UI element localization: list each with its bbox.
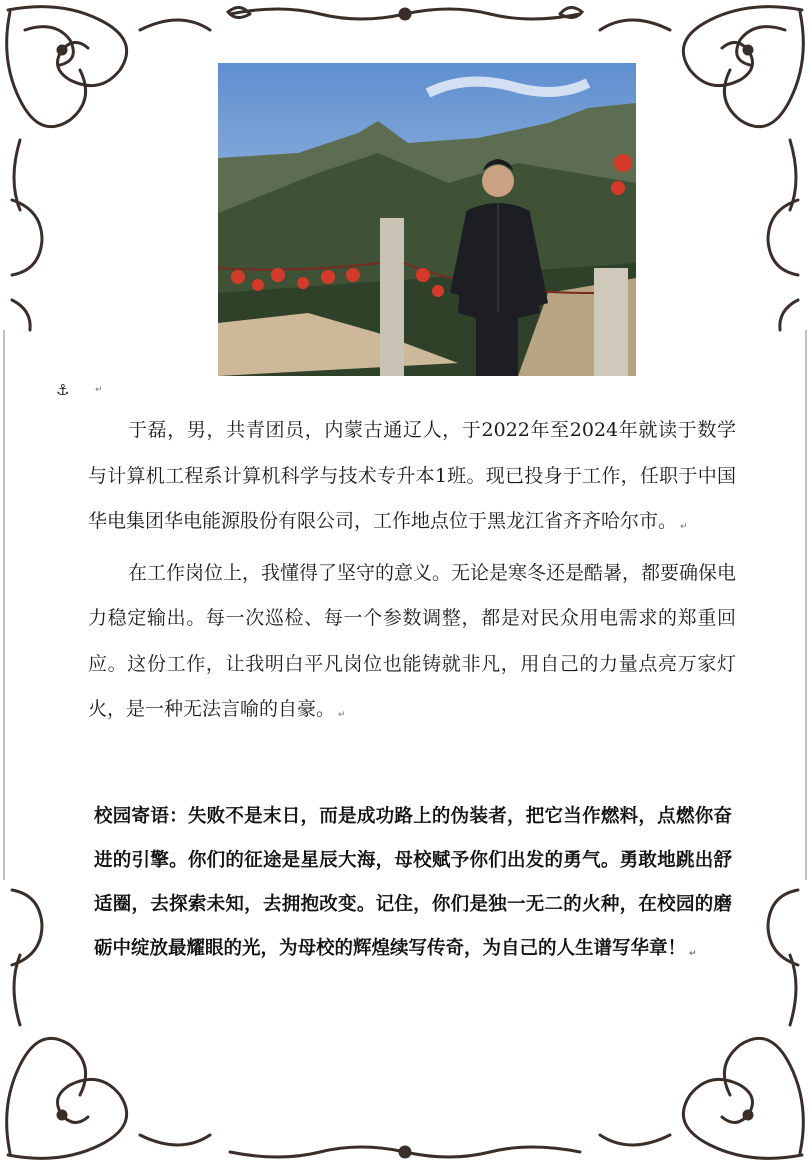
anchor-icon: ⚓	[56, 381, 70, 399]
profile-paragraph-1	[88, 408, 736, 551]
paragraph-text: 于磊，男，共青团员，内蒙古通辽人，于2022年至2024年就读于数学与计算机工程系计算机科学与技术专升本1班。现已投身于工作，任职于中国华电集团华电能源股份有限公司，工作地点位于黑龙江省齐齐哈尔市。	[88, 419, 736, 532]
campus-message-text: 校园寄语：失败不是末日，而是成功路上的伪装者，把它当作燃料，点燃你奋进的引擎。你们的征途是星辰大海，母校赋予你们出发的勇气。勇敢地跳出舒适圈，去探索未知，去拥抱改变。记住，你们是独一无二的火种，在校园的磨砺中绽放最耀眼的光，为母校的辉煌续写传奇，为自己的人生谱写华章！	[94, 806, 732, 959]
campus-message	[94, 795, 732, 976]
paragraph-text: 在工作岗位上，我懂得了坚守的意义。无论是寒冬还是酷暑，都要确保电力稳定输出。每一次巡检、每一个参数调整，都是对民众用电需求的郑重回应。这份工作，让我明白平凡岗位也能铸就非凡，用自己的力量点亮万家灯火，是一种无法言喻的自豪。	[88, 561, 737, 720]
paragraph-return-icon: ↵	[338, 710, 346, 720]
profile-photo	[218, 63, 636, 376]
profile-body	[88, 408, 736, 739]
paragraph-return-icon: ↵	[680, 522, 688, 532]
paragraph-return-icon: ↵	[689, 949, 697, 959]
profile-paragraph-2	[88, 551, 736, 739]
paragraph-return-icon: ↵	[95, 385, 103, 395]
